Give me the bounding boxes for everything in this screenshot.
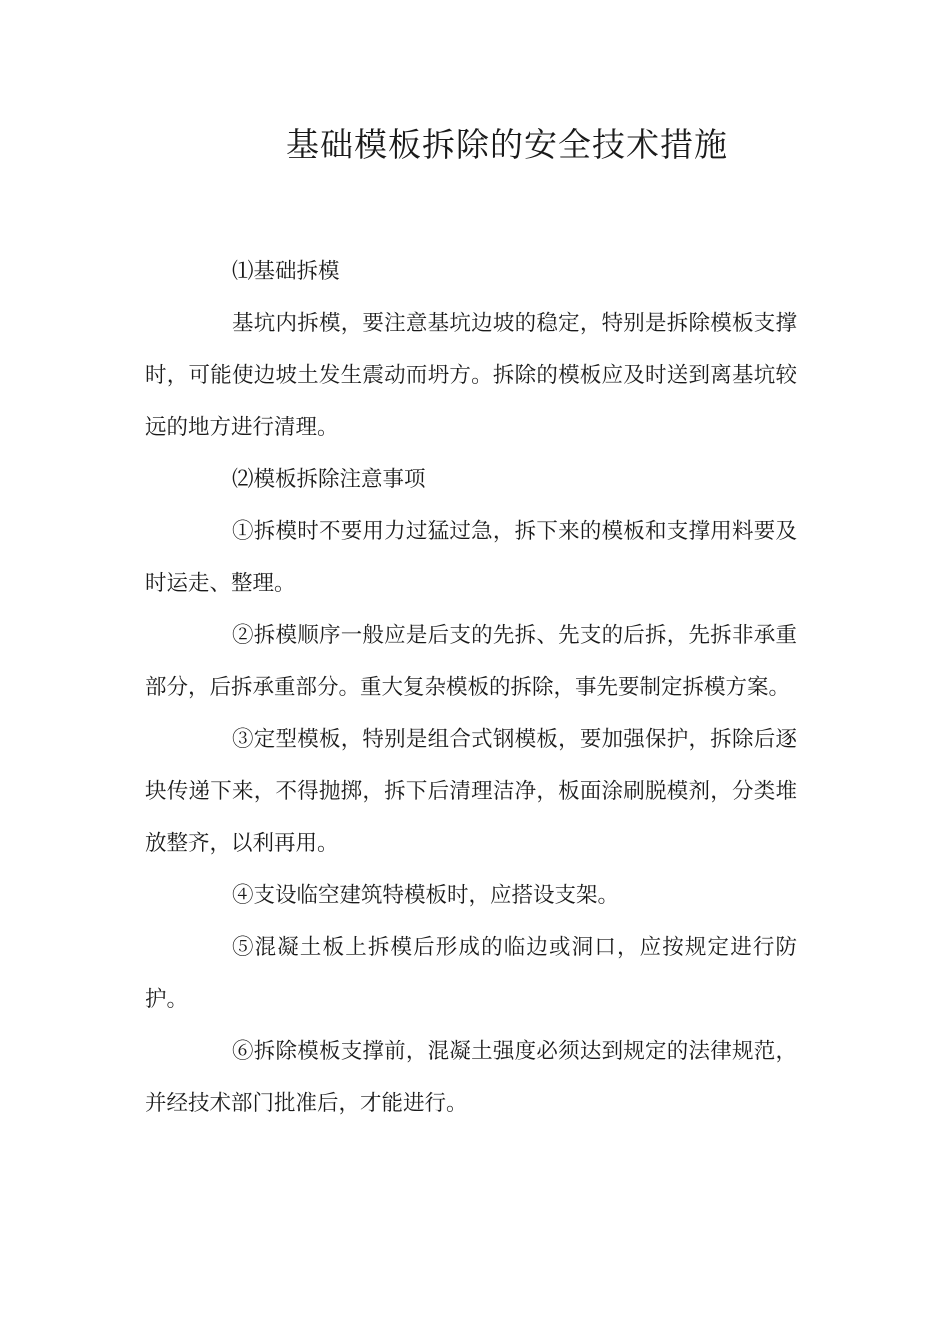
paragraph-foundation-pit: 基坑内拆模，要注意基坑边坡的稳定，特别是拆除模板支撑时，可能使边坡土发生震动而坍方。拆除的模板应及时送到离基坑较远的地方进行清理。 [145, 311, 797, 440]
list-item-4: ④支设临空建筑特模板时，应搭设支架。 [232, 883, 620, 908]
list-item-3: ③定型模板，特别是组合式钢模板，要加强保护，拆除后逐块传递下来，不得抛掷，拆下后清理洁净，板面涂刷脱模剂，分类堆放整齐，以利再用。 [145, 727, 797, 856]
section-heading-precautions: ⑵模板拆除注意事项 [232, 467, 426, 492]
section-heading-foundation: ⑴基础拆模 [232, 259, 340, 284]
list-item-5: ⑤混凝土板上拆模后形成的临边或洞口，应按规定进行防护。 [145, 935, 797, 1012]
list-item-1: ①拆模时不要用力过猛过急，拆下来的模板和支撑用料要及时运走、整理。 [145, 519, 797, 596]
document-body [145, 246, 797, 1130]
list-item-2: ②拆模顺序一般应是后支的先拆、先支的后拆，先拆非承重部分，后拆承重部分。重大复杂模板的拆除，事先要制定拆模方案。 [145, 623, 797, 700]
list-item-6: ⑥拆除模板支撑前，混凝土强度必须达到规定的法律规范，并经技术部门批准后，才能进行。 [145, 1039, 797, 1116]
document-title: 基础模板拆除的安全技术措施 [286, 125, 728, 164]
